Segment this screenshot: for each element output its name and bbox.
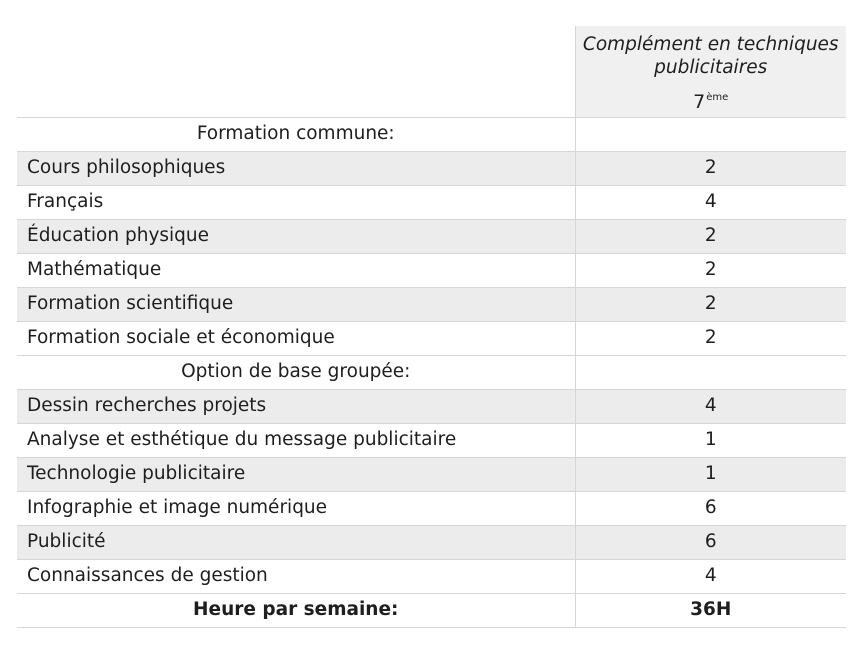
row-hours: 2 (575, 288, 846, 322)
table-row (17, 152, 846, 186)
row-hours: 4 (575, 390, 846, 424)
grade-number: 7 (693, 91, 706, 113)
row-label: Éducation physique (17, 220, 575, 254)
table-row (17, 356, 846, 390)
table-row (17, 288, 846, 322)
row-label: Formation commune: (17, 118, 575, 152)
row-hours (575, 356, 846, 390)
table-row (17, 424, 846, 458)
row-hours (575, 118, 846, 152)
row-label: Mathématique (17, 254, 575, 288)
table-row (17, 186, 846, 220)
row-label: Option de base groupée: (17, 356, 575, 390)
program-header-cell (575, 26, 846, 118)
table-header-row (17, 26, 846, 118)
row-label: Infographie et image numérique (17, 492, 575, 526)
grade-suffix: ème (706, 92, 729, 103)
total-hours: 36H (575, 594, 846, 628)
header-blank-cell (17, 26, 575, 118)
row-label: Formation sociale et économique (17, 322, 575, 356)
table-row (17, 492, 846, 526)
row-hours: 6 (575, 526, 846, 560)
row-hours: 2 (575, 322, 846, 356)
total-label: Heure par semaine: (17, 594, 575, 628)
table-row (17, 458, 846, 492)
table-row (17, 254, 846, 288)
row-label: Analyse et esthétique du message publicitaire (17, 424, 575, 458)
course-hours-table (17, 26, 846, 628)
table-row (17, 526, 846, 560)
row-hours: 1 (575, 458, 846, 492)
row-label: Formation scientifique (17, 288, 575, 322)
row-label: Cours philosophiques (17, 152, 575, 186)
row-label: Français (17, 186, 575, 220)
row-label: Dessin recherches projets (17, 390, 575, 424)
table-row (17, 220, 846, 254)
row-hours: 1 (575, 424, 846, 458)
row-hours: 2 (575, 220, 846, 254)
row-label: Connaissances de gestion (17, 560, 575, 594)
table-row (17, 118, 846, 152)
program-title: Complément en techniques publicitaires (582, 34, 839, 78)
row-hours: 4 (575, 560, 846, 594)
table-row (17, 322, 846, 356)
row-hours: 6 (575, 492, 846, 526)
row-hours: 2 (575, 254, 846, 288)
row-hours: 4 (575, 186, 846, 220)
total-row (17, 594, 846, 628)
table-row (17, 390, 846, 424)
row-label: Technologie publicitaire (17, 458, 575, 492)
row-hours: 2 (575, 152, 846, 186)
row-label: Publicité (17, 526, 575, 560)
table-row (17, 560, 846, 594)
grade-label (576, 86, 847, 114)
